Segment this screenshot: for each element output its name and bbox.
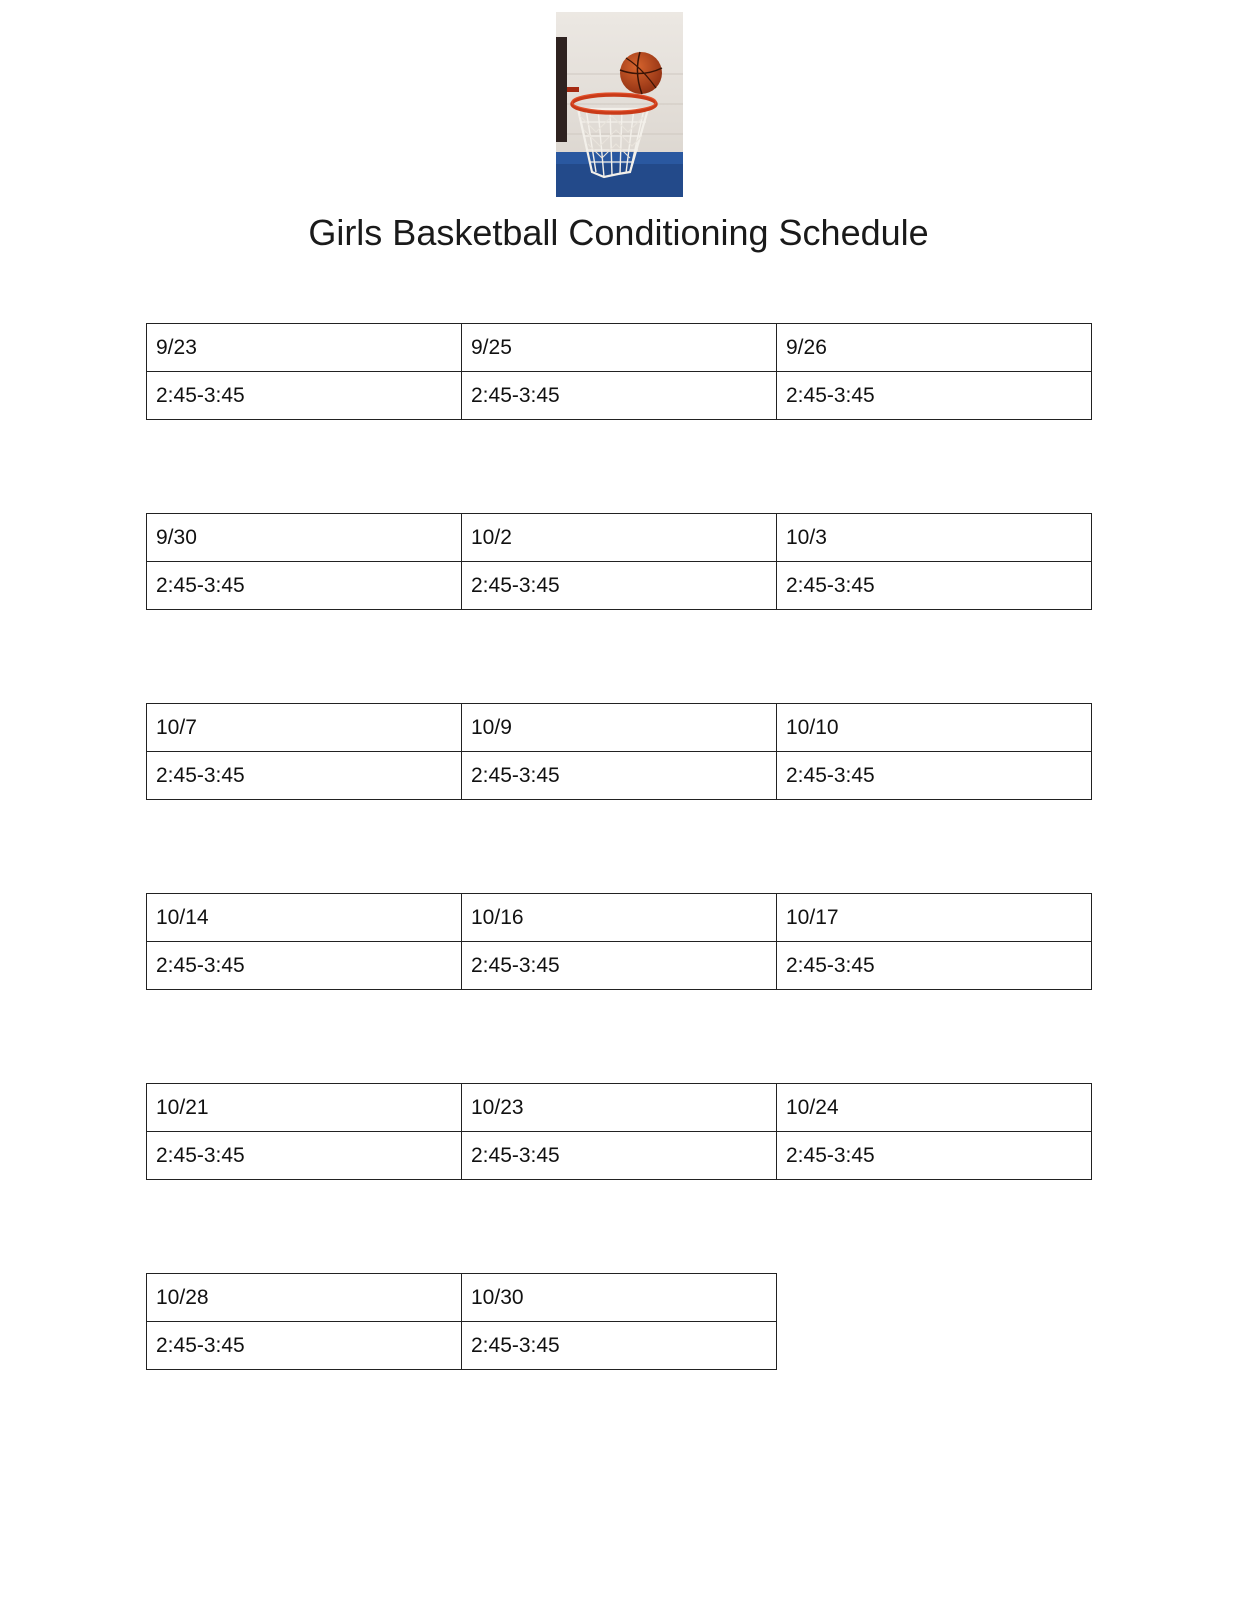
time-cell: 2:45-3:45: [462, 1132, 777, 1180]
week-table: [146, 513, 1092, 610]
time-row: [147, 372, 1092, 420]
date-cell: 10/24: [777, 1084, 1092, 1132]
time-row: [147, 562, 1092, 610]
time-cell: 2:45-3:45: [462, 942, 777, 990]
schedule: [146, 323, 1096, 1370]
date-cell: 10/10: [777, 704, 1092, 752]
time-cell: 2:45-3:45: [462, 562, 777, 610]
time-cell: 2:45-3:45: [777, 752, 1092, 800]
date-cell: 10/7: [147, 704, 462, 752]
date-cell: 10/3: [777, 514, 1092, 562]
time-cell: 2:45-3:45: [147, 372, 462, 420]
time-cell: 2:45-3:45: [777, 942, 1092, 990]
time-row: [147, 752, 1092, 800]
time-row: [147, 1132, 1092, 1180]
time-cell: 2:45-3:45: [147, 1132, 462, 1180]
time-row: [147, 1322, 777, 1370]
time-cell: 2:45-3:45: [147, 562, 462, 610]
date-cell: 9/25: [462, 324, 777, 372]
date-cell: 9/30: [147, 514, 462, 562]
date-cell: 10/16: [462, 894, 777, 942]
date-cell: 10/2: [462, 514, 777, 562]
time-row: [147, 942, 1092, 990]
date-cell: 10/17: [777, 894, 1092, 942]
date-cell: 10/14: [147, 894, 462, 942]
date-row: [147, 514, 1092, 562]
time-cell: 2:45-3:45: [147, 1322, 462, 1370]
date-row: [147, 324, 1092, 372]
week-table: [146, 893, 1092, 990]
week-table: [146, 323, 1092, 420]
date-row: [147, 1084, 1092, 1132]
date-cell: 10/21: [147, 1084, 462, 1132]
date-row: [147, 1274, 777, 1322]
date-row: [147, 704, 1092, 752]
date-cell: 10/9: [462, 704, 777, 752]
time-cell: 2:45-3:45: [462, 372, 777, 420]
week-table: [146, 703, 1092, 800]
date-cell: 10/30: [462, 1274, 777, 1322]
time-cell: 2:45-3:45: [777, 372, 1092, 420]
time-cell: 2:45-3:45: [777, 562, 1092, 610]
time-cell: 2:45-3:45: [777, 1132, 1092, 1180]
time-cell: 2:45-3:45: [462, 1322, 777, 1370]
page-title: Girls Basketball Conditioning Schedule: [308, 212, 929, 253]
week-table: [146, 1083, 1092, 1180]
basketball-hoop-photo: [556, 12, 683, 197]
date-cell: 9/26: [777, 324, 1092, 372]
date-cell: 10/28: [147, 1274, 462, 1322]
week-table: [146, 1273, 777, 1370]
time-cell: 2:45-3:45: [147, 752, 462, 800]
date-row: [147, 894, 1092, 942]
time-cell: 2:45-3:45: [147, 942, 462, 990]
date-cell: 9/23: [147, 324, 462, 372]
time-cell: 2:45-3:45: [462, 752, 777, 800]
date-cell: 10/23: [462, 1084, 777, 1132]
